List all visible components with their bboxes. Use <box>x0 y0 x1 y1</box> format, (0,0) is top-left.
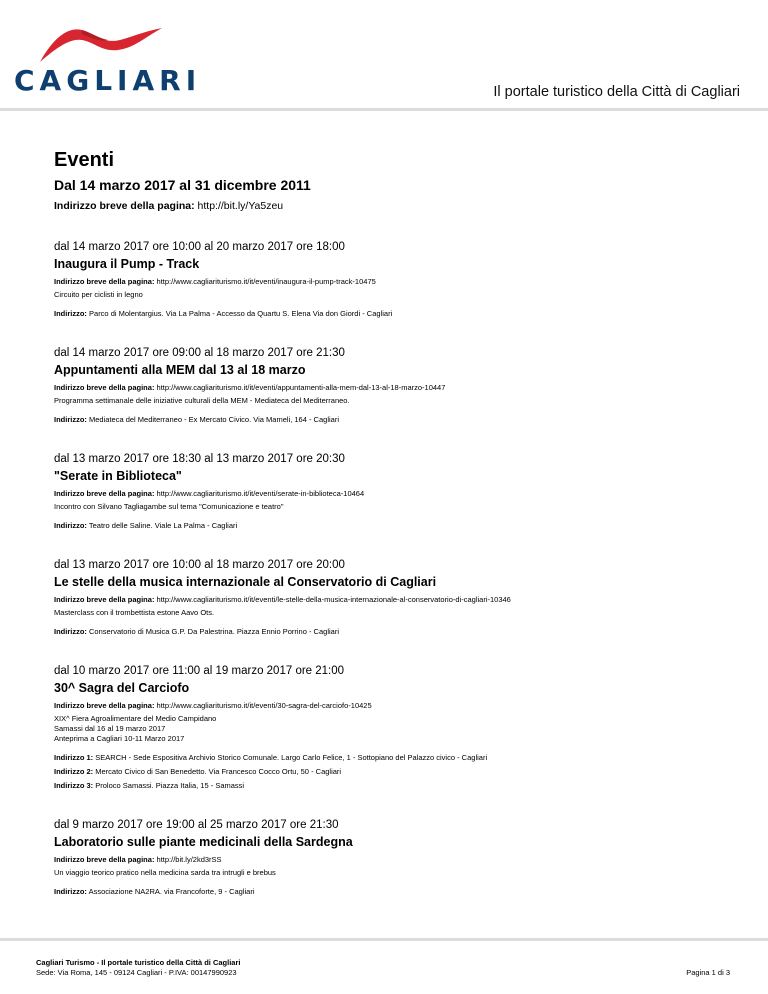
event-address <box>54 309 744 319</box>
event-date: dal 9 marzo 2017 ore 19:00 al 25 marzo 2017 ore 21:30 <box>54 819 339 831</box>
event-description: Incontro con Silvano Tagliagambe sul tema "Comunicazione e teatro" <box>54 502 284 511</box>
event-short-url <box>54 855 744 865</box>
cagliari-logo[interactable] <box>12 22 202 102</box>
event-address <box>54 753 744 763</box>
event-title[interactable]: Le stelle della musica internazionale al Conservatorio di Cagliari <box>54 575 437 589</box>
event-title[interactable]: Laboratorio sulle piante medicinali della Sardegna <box>54 835 353 849</box>
event-url[interactable]: http://www.cagliariturismo.it/it/eventi/inaugura-il-pump-track-10475 <box>156 277 376 286</box>
event-item <box>54 346 744 425</box>
event-address <box>54 521 744 531</box>
event-address-label: Indirizzo: <box>54 521 87 530</box>
short-url-label: Indirizzo breve della pagina: <box>54 200 195 212</box>
event-address <box>54 415 744 425</box>
event-short-url-label: Indirizzo breve della pagina: <box>54 701 155 710</box>
event-address-label: Indirizzo 2: <box>54 767 94 776</box>
footer-title: Cagliari Turismo - Il portale turistico della Città di Cagliari <box>36 958 241 967</box>
event-url[interactable]: http://www.cagliariturismo.it/it/eventi/appuntamenti-alla-mem-dal-13-al-18-marzo-10447 <box>156 383 446 392</box>
event-address-label: Indirizzo 1: <box>54 753 94 762</box>
event-address-value: Proloco Samassi. Piazza Italia, 15 - Samassi <box>95 781 245 790</box>
header-divider <box>0 108 768 111</box>
event-short-url-label: Indirizzo breve della pagina: <box>54 855 155 864</box>
event-address-value: Teatro delle Saline. Viale La Palma - Cagliari <box>88 521 238 530</box>
event-short-url-label: Indirizzo breve della pagina: <box>54 595 155 604</box>
event-address-value: Associazione NA2RA. via Francoforte, 9 - Cagliari <box>88 887 255 896</box>
event-item <box>54 818 744 897</box>
date-range: Dal 14 marzo 2017 al 31 dicembre 2011 <box>54 177 311 193</box>
event-item <box>54 558 744 637</box>
event-item <box>54 240 744 319</box>
event-address-value: Mercato Civico di San Benedetto. Via Francesco Cocco Ortu, 50 - Cagliari <box>95 767 342 776</box>
main-content <box>54 148 744 897</box>
event-title[interactable]: 30^ Sagra del Carciofo <box>54 681 190 695</box>
site-tagline: Il portale turistico della Città di Cagliari <box>493 84 740 100</box>
event-date: dal 14 marzo 2017 ore 10:00 al 20 marzo 2017 ore 18:00 <box>54 241 345 253</box>
footer-address: Sede: Via Roma, 145 - 09124 Cagliari - P.IVA: 00147990923 <box>36 968 237 977</box>
event-url[interactable]: http://bit.ly/2kd3rSS <box>156 855 222 864</box>
page-number: Pagina 1 di 3 <box>686 968 730 977</box>
event-address-label: Indirizzo: <box>54 309 87 318</box>
event-short-url <box>54 383 744 393</box>
event-short-url-label: Indirizzo breve della pagina: <box>54 277 155 286</box>
event-address <box>54 781 744 791</box>
event-url[interactable]: http://www.cagliariturismo.it/it/eventi/le-stelle-della-musica-internazionale-al-conservatorio-di-cagliari-10346 <box>156 595 511 604</box>
event-description: Un viaggio teorico pratico nella medicina sarda tra intrugli e brebus <box>54 868 276 877</box>
event-item <box>54 664 744 791</box>
event-short-url <box>54 277 744 287</box>
event-date: dal 13 marzo 2017 ore 10:00 al 18 marzo 2017 ore 20:00 <box>54 559 345 571</box>
event-short-url <box>54 701 744 711</box>
event-address <box>54 767 744 777</box>
short-url-link[interactable]: http://bit.ly/Ya5zeu <box>197 200 284 212</box>
event-address-value: Mediateca del Mediterraneo - Ex Mercato Civico. Via Mameli, 164 - Cagliari <box>89 415 339 424</box>
event-address <box>54 627 744 637</box>
event-description: Circuito per ciclisti in legno <box>54 290 143 299</box>
event-short-url-label: Indirizzo breve della pagina: <box>54 489 155 498</box>
event-address-value: SEARCH - Sede Espositiva Archivio Storico Comunale. Largo Carlo Felice, 1 - Sottopiano del Palazzo civico - Cagliari <box>95 753 488 762</box>
event-description: XIX^ Fiera Agroalimentare del Medio Campidano Samassi dal 16 al 19 marzo 2017 Anteprima a Cagliari 10-11 Marzo 2017 <box>54 714 217 743</box>
event-short-url <box>54 595 744 605</box>
swoosh-logo-icon <box>12 22 172 66</box>
event-address-label: Indirizzo: <box>54 415 87 424</box>
event-date: dal 14 marzo 2017 ore 09:00 al 18 marzo 2017 ore 21:30 <box>54 347 345 359</box>
event-short-url-label: Indirizzo breve della pagina: <box>54 383 155 392</box>
event-short-url <box>54 489 744 499</box>
event-date: dal 10 marzo 2017 ore 11:00 al 19 marzo 2017 ore 21:00 <box>54 665 345 677</box>
event-url[interactable]: http://www.cagliariturismo.it/it/eventi/30-sagra-del-carciofo-10425 <box>156 701 372 710</box>
footer-divider <box>0 938 768 941</box>
event-address-label: Indirizzo: <box>54 627 87 636</box>
event-address-label: Indirizzo: <box>54 887 87 896</box>
event-title[interactable]: Inaugura il Pump - Track <box>54 257 200 271</box>
event-address-label: Indirizzo 3: <box>54 781 94 790</box>
event-description: Programma settimanale delle iniziative culturali della MEM - Mediateca del Mediterraneo. <box>54 396 350 405</box>
event-url[interactable]: http://www.cagliariturismo.it/it/eventi/serate-in-biblioteca-10464 <box>156 489 365 498</box>
events-list <box>54 240 744 897</box>
page-title: Eventi <box>54 149 115 171</box>
event-address-value: Parco di Molentargius. Via La Palma - Accesso da Quartu S. Elena Via don Giordi - Cagliari <box>89 309 393 318</box>
page-footer <box>36 958 736 978</box>
logo-text: CAGLIARI <box>14 64 202 97</box>
event-date: dal 13 marzo 2017 ore 18:30 al 13 marzo 2017 ore 20:30 <box>54 453 345 465</box>
event-title[interactable]: "Serate in Biblioteca" <box>54 469 182 483</box>
event-address-value: Conservatorio di Musica G.P. Da Palestrina. Piazza Ennio Porrino - Cagliari <box>89 627 339 636</box>
event-description: Masterclass con il trombettista estone Aavo Ots. <box>54 608 215 617</box>
event-item <box>54 452 744 531</box>
event-title[interactable]: Appuntamenti alla MEM dal 13 al 18 marzo <box>54 363 306 377</box>
page-header <box>0 0 768 112</box>
short-url-line <box>54 200 744 213</box>
event-address <box>54 887 744 897</box>
